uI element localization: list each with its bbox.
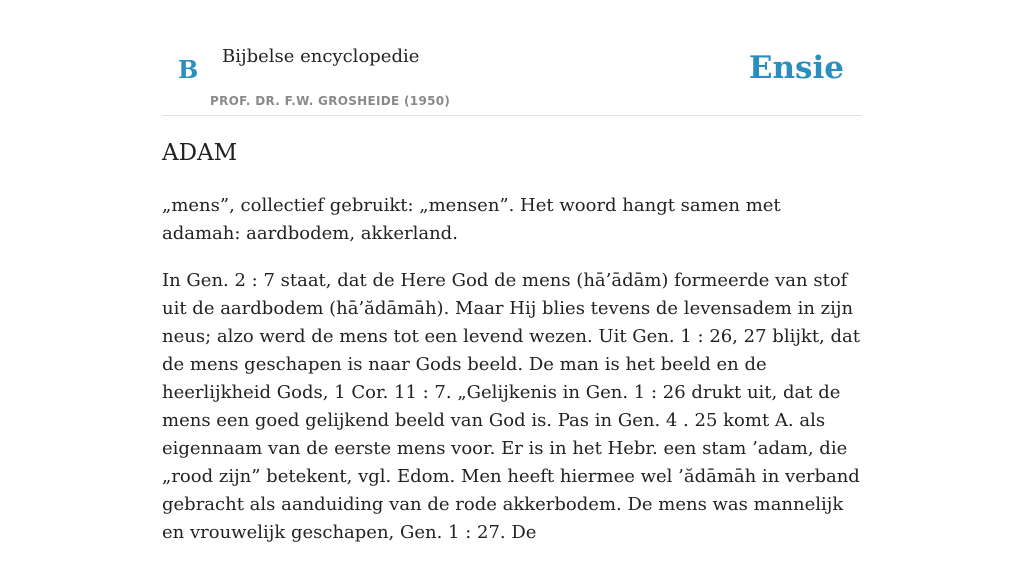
- entry-content: [162, 192, 862, 566]
- book-author: PROF. DR. F.W. GROSHEIDE (1950): [210, 94, 451, 108]
- book-title-link[interactable]: Bijbelse encyclopedie: [222, 46, 420, 67]
- ensie-logo-link[interactable]: Ensie: [748, 50, 844, 86]
- page: [162, 0, 862, 543]
- entry-paragraph: In Gen. 2 : 7 staat, dat de Here God de mens (hā’ādām) formeerde van stof uit de aardbodem (hā’ădāmāh). Maar Hij blies tevens de levensadem in zijn neus; alzo werd de mens tot een levend wezen. Uit Gen. 1 : 26, 27 blijkt, dat de mens geschapen is naar Gods beeld. De man is het beeld en de heerlijkheid Gods, 1 Cor. 11 : 7. „Gelijkenis in Gen. 1 : 26 drukt uit, dat de mens een goed gelijkend beeld van God is. Pas in Gen. 4 . 25 komt A. als eigennaam van de eerste mens voor. Er is in het Hebr. een stam ’adam, die „rood zijn” betekent, vgl. Edom. Men heeft hiermee wel ’ădāmāh in verband gebracht als aanduiding van de rode akkerbodem. De mens was mannelijk en vrouwelijk geschapen, Gen. 1 : 27. De: [162, 270, 860, 543]
- entry-title: ADAM: [162, 140, 238, 166]
- entry-paragraph: „mens”, collectief gebruikt: „mensen”. Het woord hangt samen met adamah: aardbodem, akkerland.: [162, 195, 781, 244]
- book-header: [162, 0, 862, 116]
- book-logo[interactable]: B: [178, 55, 199, 84]
